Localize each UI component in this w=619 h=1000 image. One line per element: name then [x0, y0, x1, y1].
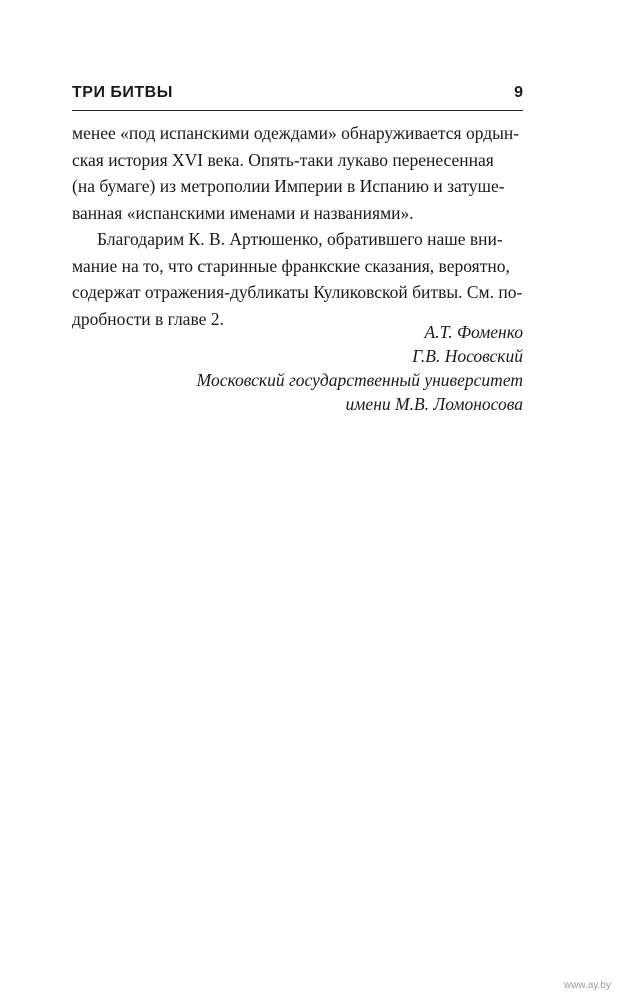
text-line: мание на то, что старинные франкские сказания, вероятно, [72, 255, 510, 276]
author-name: А.Т. Фоменко [424, 322, 523, 342]
text-line: ванная «испанскими именами и названиями». [72, 202, 414, 223]
affiliation: Московский государственный университет [196, 370, 523, 390]
text-line: (на бумаге) из метрополии Империи в Испанию и затуше- [72, 176, 505, 196]
paragraph [72, 226, 523, 332]
body-text [72, 120, 523, 332]
text-line: Благодарим К. В. Артюшенко, обратившего наше вни- [97, 229, 503, 249]
paragraph [72, 120, 523, 226]
running-head [72, 80, 523, 111]
watermark: www.ay.by [563, 980, 611, 991]
page-number: 9 [514, 84, 523, 101]
signature-block [197, 320, 523, 416]
affiliation: имени М.В. Ломоносова [345, 394, 523, 414]
running-title: ТРИ БИТВЫ [72, 84, 173, 101]
text-line: менее «под испанскими одеждами» обнаруживается ордын- [72, 123, 520, 143]
text-line: содержат отражения-дубликаты Куликовской битвы. См. по- [72, 282, 523, 302]
author-name: Г.В. Носовский [412, 346, 523, 366]
text-line: ская история XVI века. Опять-таки лукаво перенесенная [72, 149, 494, 170]
text-line: дробности в главе 2. [72, 308, 224, 329]
